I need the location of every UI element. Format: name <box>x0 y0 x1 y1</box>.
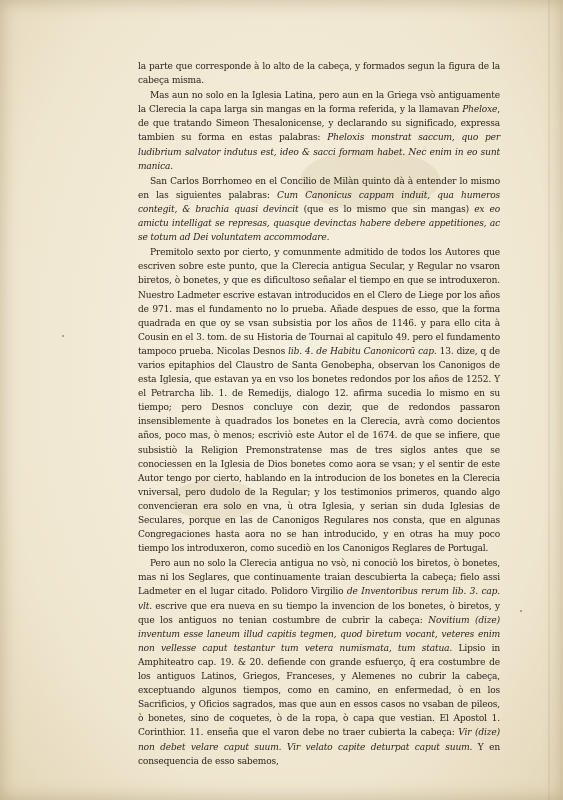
paragraph <box>138 175 500 245</box>
body-text: (que es lo mismo que sin mangas) <box>298 204 475 215</box>
body-text: Mas aun no solo en la Iglesia Latina, pero aun en la Griega vsò antiguamente la Clerecia la capa larga sin mangas en la forma referida, y la llamavan <box>138 91 500 116</box>
body-text: 13. dize, q de varios epitaphios del Claustro de Santa Genobepha, observan los Canonigos de esta Iglesia, que estavan ya en vso los bonetes redondos por los años de 1252. Y el Petrarcha lib. 1. de Remedijs, dialogo 12. afirma sucedia lo mismo en su tiempo; pero Desnos concluye con dezir, que de redondos passaron insensiblemente à quadrados los bonetes en la Clerecia, avrà como docientos años, poco mas, ò menos; escriviò este Autor el de 1674. de que se infiere, que subsistiò la Religion Premonstratense mas de tres siglos antes que se conociessen en la Iglesia de Dios bonetes como aora se vsan; y el sentir de este Autor tengo por cierto, hablando en la introducion de los bonetes en la Clerecia vniversal, pero dudolo de la Regular; y los testimonios primeros, quando algo convencieran era solo en vna, ù otra Iglesia, y serian sin duda Iglesias de Seculares, porque en las de Canonigos Regulares nos consta, que en algunas Congregaciones hasta aora no se han introducido, y en otras ha muy poco tiempo los introduxeron, como sucediò en los Canonigos Reglares de Portugal. <box>138 346 500 555</box>
paragraph <box>138 89 500 174</box>
paragraph <box>138 557 500 768</box>
italic-text: Novitium (dize) inventum esse laneum illud capitis tegmen, quod biretum vocant, veteres enim non vellesse caput testantur tum vetera numismata, tum statua. <box>138 615 500 654</box>
body-text: Y en consequencia de esso sabemos, <box>138 742 501 767</box>
italic-text: Cum Canonicus cappam induit, qua humeros contegit, & brachia quasi devincit <box>138 190 500 215</box>
paragraph <box>138 246 500 556</box>
body-text: San Carlos Borrhomeo en el Concilio de Milàn quinto dà à entender lo mismo en las siguientes palabras: <box>138 176 500 201</box>
page-crease <box>548 0 551 800</box>
italic-text: de Inventoribus rerum lib. 3. cap. vlt. <box>138 587 500 612</box>
italic-text: lib. 4. de Habitu Canonicorū cap. <box>288 346 437 357</box>
italic-text: Vir (dize) non debet velare caput suum. Vir velato capite deturpat caput suum. <box>138 728 500 753</box>
body-text: la parte que corresponde à lo alto de la cabeça, y formados segun la figura de la cabeça misma. <box>138 62 500 87</box>
body-text: Lipsio in Amphiteatro cap. 19. & 20. defiende con grande esfuerço, q̄ era costumbre de los antiguos Latinos, Griegos, Franceses, y Alemenes no cubrir la cabeça, exceptuando algunos tiempos, como en camino, en enfermedad, ò en los Sacrificios, y Oficios sagrados, mas que aun en essos casos no vsaban de pileos, ò bonetes, sino de coquetes, ò de la ropa, ò capa que vestian. El Apostol 1. Corinthior. 11. enseña que el varon debe no traer cubierta la cabeça: <box>138 643 501 739</box>
italic-text: Pheloxis monstrat saccum, quo per ludibrium salvator indutus est, ideo & sacci formam habet. Nec enim in eo sunt manica. <box>138 133 500 172</box>
document-body <box>138 60 500 770</box>
body-text: Pero aun no solo la Clerecia antigua no vsò, ni conociò los biretos, ò bonetes, mas ni los Seglares, que continuamente traian descubierta la cabeça; fielo assi Ladmeter en el lugar citado. Polidoro Virgilio <box>138 559 500 598</box>
paragraph <box>138 60 500 88</box>
italic-text: ex eo amictu intelligat se represas, quasque devinctas habere debere appetitiones, ac se totum ad Dei voluntatem accommodare. <box>138 204 501 244</box>
ink-speck <box>520 610 522 612</box>
ink-speck <box>62 335 64 337</box>
body-text: Premitolo sexto por cierto, y comunmente admitido de todos los Autores que escriven sobre este punto, que la Clerecia antigua Secular, y Regular no vsaron biretos, ò bonetes, y que es dificultoso señalar el tiempo en que se introduxeron. Nuestro Ladmeter escrive estavan introducidos en el Clero de Liege por los años de 971. mas el fundamento no lo prueba. Añade despues de esso, que la forma quadrada en que oy se vsan subsistia por los años de 1146. y para ello cita à Cousin en el 3. tom. de su Historia de Tournai al capitulo 49. pero el fundamento tampoco prueba. Nicolas Desnos <box>138 248 500 357</box>
italic-text: Pheloxe <box>462 105 498 116</box>
body-text: escrive que era nueva en su tiempo la invencion de los bonetes, ò biretos, y que los antiguos no tenian costumbre de cubrir la cabeça: <box>138 601 500 626</box>
body-text: , de que tratando Simeon Thesalonicense, y declarando su significado, expressa tambien su forma en estas palabras: <box>138 105 500 144</box>
